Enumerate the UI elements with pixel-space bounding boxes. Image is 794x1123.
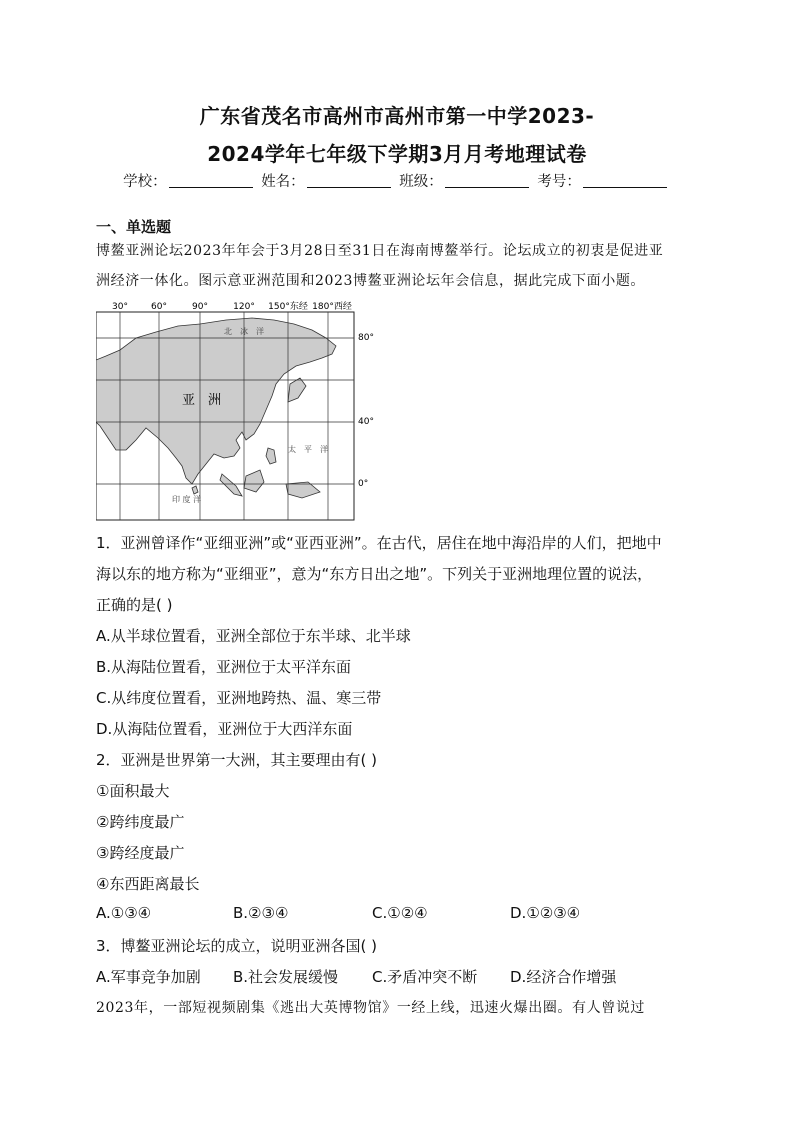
q2-statement-2: ②跨纬度最广 [96,813,185,831]
exam-title-line2: 2024学年七年级下学期3月月考地理试卷 [207,142,587,166]
latitude-label: 80° [358,333,374,343]
passage1-line2: 洲经济一体化。图示意亚洲范围和2023博鳌亚洲论坛年会信息，据此完成下面小题。 [96,273,646,289]
school-label: 学校： [123,174,167,190]
q1-option-a[interactable]: A.从半球位置看，亚洲全部位于东半球、北半球 [96,627,411,645]
q3-option-b[interactable]: B.社会发展缓慢 [233,968,339,986]
q2-option-a[interactable]: A.①③④ [96,904,152,922]
student-info-row [0,170,794,191]
q3-option-a[interactable]: A.军事竞争加剧 [96,968,201,986]
asia-map [96,298,386,524]
latitude-label: 0° [358,479,369,489]
q1-stem-line2: 海以东的地方称为“亚细亚”，意为“东方日出之地”。下列关于亚洲地理位置的说法， [96,565,653,583]
passage1-line1: 博鳌亚洲论坛2023年年会于3月28日至31日在海南博鳌举行。论坛成立的初衷是促进亚 [96,243,664,259]
passage2-line1: 2023年，一部短视频剧集《逃出大英博物馆》一经上线，迅速火爆出圈。有人曾说过 [96,1000,646,1016]
latitude-label: 40° [358,417,374,427]
indian-ocean-label: 印 度 洋 [172,495,202,504]
q2-statement-4: ④东西距离最长 [96,875,200,893]
arctic-ocean-label: 北 冰 洋 [224,327,264,336]
q3-option-d[interactable]: D.经济合作增强 [510,968,617,986]
q3-stem: 3．博鳌亚洲论坛的成立，说明亚洲各国( ) [96,937,378,955]
number-label: 考号： [537,174,581,190]
q2-statement-3: ③跨经度最广 [96,844,185,862]
exam-title-line1: 广东省茂名市高州市高州市第一中学2023- [199,104,595,128]
q3-option-c[interactable]: C.矛盾冲突不断 [372,968,478,986]
class-label: 班级： [399,174,443,190]
section-heading: 一、单选题 [96,218,172,236]
name-blank[interactable] [307,173,391,188]
name-label: 姓名： [261,174,305,190]
q1-option-d[interactable]: D.从海陆位置看，亚洲位于大西洋东面 [96,720,353,738]
pacific-ocean-label: 太 平 洋 [288,445,328,454]
longitude-label: 60° [151,302,167,312]
longitude-label: 180°西经 [312,302,352,312]
q1-stem-line3: 正确的是( ) [96,596,173,614]
asia-label: 亚 洲 [182,393,222,408]
school-blank[interactable] [169,173,253,188]
q2-statement-1: ①面积最大 [96,782,170,800]
longitude-label: 150°东经 [268,302,308,312]
q1-stem-line1: 1．亚洲曾译作“亚细亚洲”或“亚西亚洲”。在古代，居住在地中海沿岸的人们，把地中 [96,534,662,552]
q1-option-c[interactable]: C.从纬度位置看，亚洲地跨热、温、寒三带 [96,689,382,707]
q2-option-c[interactable]: C.①②④ [372,904,428,922]
q2-stem: 2．亚洲是世界第一大洲，其主要理由有( ) [96,751,378,769]
q2-option-b[interactable]: B.②③④ [233,904,289,922]
q1-option-b[interactable]: B.从海陆位置看，亚洲位于太平洋东面 [96,658,352,676]
number-blank[interactable] [583,173,667,188]
longitude-label: 90° [192,302,208,312]
longitude-label: 120° [233,302,255,312]
class-blank[interactable] [445,173,529,188]
longitude-label: 30° [112,302,128,312]
q2-option-d[interactable]: D.①②③④ [510,904,581,922]
